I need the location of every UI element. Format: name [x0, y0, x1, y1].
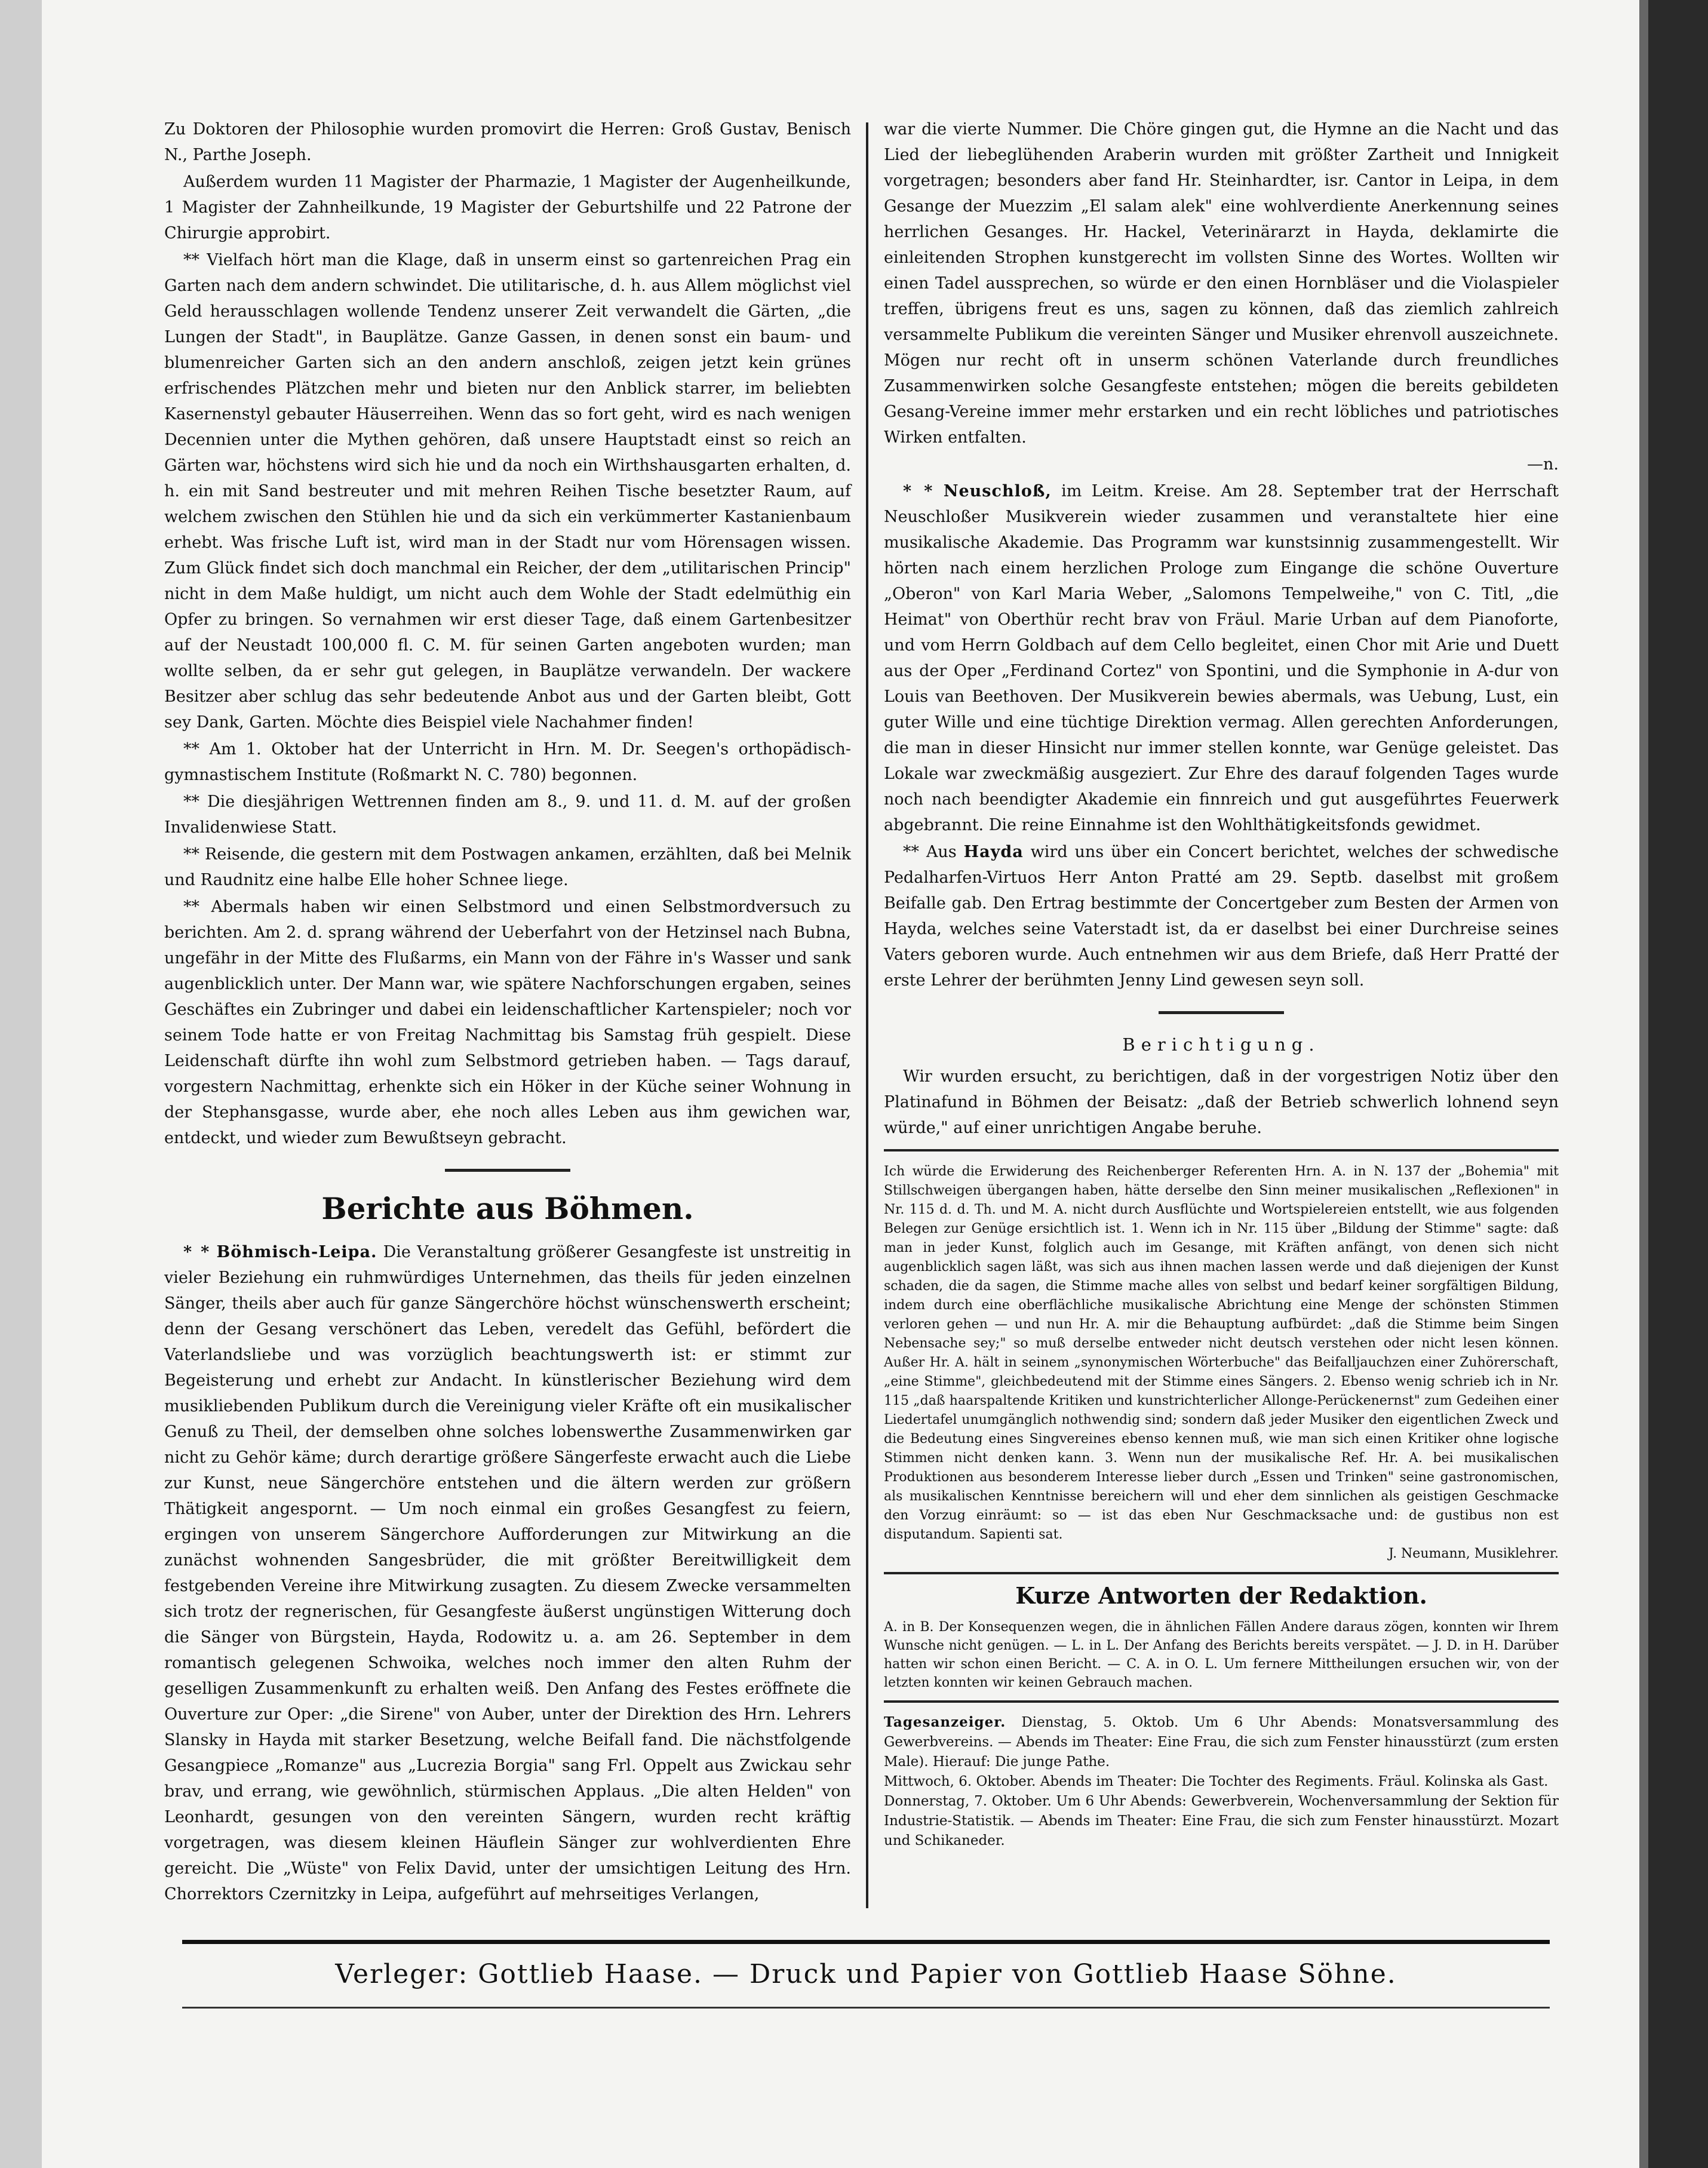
paragraph-magister: Außerdem wurden 11 Magister der Pharmazie, 1 Magister der Augenheilkunde, 1 Magister der Zahnheilkunde, 19 Magister der Geburtshilfe und 22 Patrone der Chirurgie approbirt.	[164, 173, 851, 242]
erwiderung-author: J. Neumann, Musiklehrer.	[1388, 1546, 1559, 1561]
section-divider	[445, 1169, 570, 1172]
asterisk-marker: * *	[903, 482, 934, 500]
paragraph-doktoren: Zu Doktoren der Philosophie wurden promovirt die Herren: Groß Gustav, Benisch N., Parthe Joseph.	[164, 120, 851, 164]
block-divider	[884, 1700, 1559, 1703]
section-title-berichte: Berichte aus Böhmen.	[321, 1191, 694, 1226]
footer-rule	[182, 1940, 1550, 1944]
paragraph-wettrennen: ** Die diesjährigen Wettrennen finden am 8., 9. und 11. d. M. auf der großen Invalidenwiese Statt.	[164, 793, 851, 837]
place-neuschloss: Neuschloß,	[943, 482, 1052, 500]
tages-text-1: Dienstag, 5. Oktob. Um 6 Uhr Abends: Monatsversammlung des Gewerbvereins. — Abends im Theater: Eine Frau, die sich zum Fenster hinausstürzt (zum ersten Male). Hierauf: Die junge Pathe.	[884, 1715, 1559, 1770]
paragraph-gesangfest-end: war die vierte Nummer. Die Chöre gingen gut, die Hymne an die Nacht und das Lied der liebeglühenden Araberin wurden mit größter Zartheit und Innigkeit vorgetragen; besonders aber fand Hr. Steinhardter, isr. Cantor in Leipa, in dem Gesange der Muezzim „El salam alek" eine wohlverdiente Anerkennung seines herrlichen Gesanges. Hr. Hackel, Veterinärarzt in Hayda, deklamirte die einleitenden Strophen kunstgerecht im vollsten Sinne des Wortes. Wollten wir einen Tadel aussprechen, so würde er den einen Hornbläser und die Violaspieler treffen, übrigens freut es uns, sagen zu können, daß das ziemlich zahlreich versammelte Publikum die vereinten Sänger und Musiker ehrenvoll auszeichnete. Mögen nur recht oft in unserm schönen Vaterlande durch freundliches Zusammenwirken solche Gesangfeste entstehen; mögen die bereits gebildeten Gesang-Vereine immer mehr erstarken und ein recht löbliches und patriotisches Wirken entfalten.	[884, 120, 1559, 447]
paragraph-selbstmord: ** Abermals haben wir einen Selbstmord und einen Selbstmordversuch zu berichten. Am 2. d. sprang während der Ueberfahrt von der Hetzinsel nach Bubna, ungefähr in der Mitte des Flußarms, ein Mann von der Fähre in's Wasser und sank augenblicklich unter. Der Mann war, wie spätere Nachforschungen ergaben, seines Geschäftes ein Zubringer und dabei ein leidenschaftlicher Kartenspieler; noch vor seinem Tode hatte er von Freitag Nachmittag bis Samstag früh gespielt. Diese Leidenschaft dürfte ihn wohl zum Selbstmord getrieben haben. — Tags darauf, vorgestern Nachmittag, erhenkte sich ein Höker in der Küche seiner Wohnung in der Stephansgasse, wurde aber, ehe noch alles Leben aus ihm gewichen war, entdeckt, und wieder zum Bewußtseyn gebracht.	[164, 898, 851, 1147]
berichtigung-text: Wir wurden ersucht, zu berichtigen, daß in der vorgestrigen Notiz über den Platinafund in Böhmen der Beisatz: „daß der Betrieb schwerlich lohnend seyn würde," auf einer unrichtigen Angabe beruhe.	[884, 1067, 1559, 1137]
kurze-antworten-text: A. in B. Der Konsequenzen wegen, die in ähnlichen Fällen Andere daraus zögen, konnten wir Ihrem Wunsche nicht genügen. — L. in L. Der Anfang des Berichts bereits verspätet. — J. D. in H. Darüber hatten wir schon einen Bericht. — C. A. in O. L. Um fernere Mittheilungen ersuchen wir, von der letzten konnten wir keinen Gebrauch machen.	[884, 1620, 1559, 1690]
neuschloss-text: im Leitm. Kreise. Am 28. September trat der Herrschaft Neuschloßer Musikverein wieder zusammen und veranstaltete hier eine musikalische Akademie. Das Programm war kunstsinnig zusammengestellt. Wir hörten nach einem herzlichen Prologe zum Eingange die schöne Ouverture „Oberon" von Karl Maria Weber, „Salomons Tempelweihe," von C. Titl, „die Heimat" von Oberthür recht brav von Fräul. Marie Urban auf dem Pianoforte, und vom Herrn Goldbach auf dem Cello begleitet, einen Chor mit Arie und Duett aus der Oper „Ferdinand Cortez" von Spontini, und die Symphonie in A-dur von Louis van Beethoven. Der Musikverein bewies abermals, was Uebung, Lust, ein guter Wille und eine tüchtige Direktion vermag. Allen gerechten Anforderungen, die man in dieser Hinsicht nur immer stellen konnte, war Genüge geleistet. Das Lokale war zweckmäßig ausgeziert. Zur Ehre des darauf folgenden Tages wurde noch nach beendigter Akademie ein finnreich und gut ausgeführtes Feuerwerk abgebrannt. Die reine Einnahme ist den Wohlthätigkeitsfonds gewidmet.	[884, 482, 1559, 834]
erwiderung-text: Ich würde die Erwiderung des Reichenberger Referenten Hrn. A. in N. 137 der „Bohemia" mit Stillschweigen übergangen haben, hätte derselbe den Sinn meiner musikalischen „Reflexionen" in Nr. 115 d. d. Th. und M. A. nicht durch Ausflüchte und Wortspielereien entstellt, wie aus folgenden Belegen zur Genüge ersichtlich ist. 1. Wenn ich in Nr. 115 über „Bildung der Stimme" sagte: daß man in jeder Kunst, folglich auch im Gesange, mit Kräften anfängt, von denen sich nicht augenblicklich sagen läßt, was sich aus ihnen machen lassen werde und daß diejenigen der Kunst schaden, die da sagen, die Stimme mache alles von selbst und bedarf keiner sorgfältigen Bildung, indem durch eine oberflächliche musikalische Abrichtung eine Menge der schönsten Stimmen verloren gehen — und nun Hr. A. mir die Behauptung aufbürdet: „daß die Stimme beim Singen Nebensache sey;" so muß derselbe entweder nicht deutsch verstehen oder nicht lesen können. Außer Hr. A. hält in seinem „synonymischen Wörterbuche" das Beifalljauchzen einer Zuhörerschaft, „eine Stimme", gleichbedeutend mit der Stimme eines Sängers. 2. Ebenso wenig schrieb ich in Nr. 115 „daß haarspaltende Kritiken und kunstrichterlicher Allonge-Perückenernst" zum Gedeihen einer Liedertafel unumgänglich nothwendig sind; sondern daß jeder Musiker den eigentlichen Zweck und die Bedeutung eines Singvereines ebenso kennen muß, wie man sich einen Kritiker ohne logische Stimmen nicht denken kann. 3. Wenn nun der musikalische Ref. Hr. A. bei musikalischen Produktionen aus besonderem Interesse lieber durch „Essen und Trinken" seine gastronomischen, als musikalischen Kenntnisse bereichern will und eher dem sinnlichen als geistigen Geschmacke den Vorzug einräumt: so — ist das eben Nur Geschmacksache und: de gustibus non est disputandum. Sapienti sat.	[884, 1164, 1559, 1542]
leipa-text: Die Veranstaltung größerer Gesangfeste ist unstreitig in vieler Beziehung ein ruhmwürdiges Unternehmen, das theils für jeden einzelnen Sänger, theils aber auch für ganze Sängerchöre höchst wünschenswerth erscheint; denn der Gesang verschönert das Leben, veredelt das Gefühl, befördert die Vaterlandsliebe und was vorzüglich beachtungswerth ist: er stimmt zur Begeisterung und erhebt zur Andacht. In künstlerischer Beziehung wird dem musikliebenden Publikum durch die Vereinigung vieler Kräfte oft ein musikalischer Genuß zu Theil, der demselben ohne solches lobenswerthe Zusammenwirken gar nicht zu Gehör käme; durch derartige größere Sängerfeste erwacht auch die Liebe zur Kunst, neue Sängerchöre entstehen und die ältern werden zur größern Thätigkeit angespornt. — Um noch einmal ein großes Gesangfest zu feiern, ergingen von unserem Sängerchore Aufforderungen zur Mitwirkung an die zunächst wohnenden Sangesbrüder, die mit größter Bereitwilligkeit dem festgebenden Vereine ihre Mitwirkung zusagten. Zu diesem Zwecke versammelten sich trotz der regnerischen, für Gesangfeste äußerst ungünstigen Witterung doch die Sänger von Bürgstein, Hayda, Rodowitz u. a. am 26. September in dem romantisch gelegenen Schwoika, welches noch immer den alten Ruhm der geselligen Zusammenkunft zu erhalten weiß. Den Anfang des Festes eröffnete die Ouverture zur Oper: „die Sirene" von Auber, unter der Direktion des Hrn. Lehrers Slansky in Hayda mit starker Besetzung, welche Beifall fand. Die nächstfolgende Gesangpiece „Romanze" aus „Lucrezia Borgia" sang Frl. Oppelt aus Zwickau sehr brav, und errang, wie gewöhnlich, stürmischen Applaus. „Die alten Helden" von Leonhardt, gesungen von den vereinten Sängern, wurden recht kräftig vorgetragen, was diesem kleinen Häuflein Sänger zur wohlverdienten Ehre gereicht. Die „Wüste" von Felix David, unter der umsichtigen Leitung des Hrn. Chorrektors Czernitzky in Leipa, aufgeführt auf mehrseitiges Verlangen,	[164, 1243, 851, 1903]
section-divider	[1159, 1011, 1284, 1014]
erwiderung-block	[884, 1162, 1559, 1564]
place-hayda: Hayda	[963, 843, 1024, 861]
left-column	[164, 116, 851, 1908]
place-leipa: Böhmisch-Leipa.	[216, 1243, 377, 1261]
scan-edge-left	[0, 0, 42, 2168]
paragraph-neuschloss	[884, 478, 1559, 838]
footer-rule-thin	[182, 2007, 1550, 2009]
paragraph-schnee: ** Reisende, die gestern mit dem Postwagen ankamen, erzählten, daß bei Melnik und Raudnitz eine halbe Elle hoher Schnee liege.	[164, 845, 851, 889]
signature-n: —n.	[1527, 455, 1559, 474]
block-divider	[884, 1572, 1559, 1574]
hayda-text: wird uns über ein Concert berichtet, welches der schwedische Pedalharfen-Virtuos Herr Anton Pratté am 29. Septb. daselbst mit großem Beifalle gab. Den Ertrag bestimmte der Concertgeber zum Besten der Armen von Hayda, welches seine Vaterstadt ist, da er daselbst bei einer Durchreise seines Vaters geboren wurde. Auch entnehmen wir aus dem Briefe, daß Herr Pratté der erste Lehrer der berühmten Jenny Lind gewesen seyn soll.	[884, 843, 1559, 990]
tagesanzeiger-block	[884, 1712, 1559, 1851]
tages-line-1	[884, 1712, 1559, 1772]
paragraph-leipa	[164, 1239, 851, 1907]
block-divider	[884, 1149, 1559, 1151]
scan-edge-right	[1648, 0, 1708, 2168]
paragraph-gaerten: ** Vielfach hört man die Klage, daß in unserm einst so gartenreichen Prag ein Garten nach dem andern schwindet. Die utilitarische, d. h. aus Allem möglichst viel Geld herausschlagen wollende Tendenz unserer Zeit verwandelt die Gärten, „die Lungen der Stadt", in Bauplätze. Ganze Gassen, in denen sonst ein baum- und blumenreicher Garten sich an den andern anschloß, zeigen jetzt kein grünes erfrischendes Plätzchen mehr und bieten nur den Anblick starrer, im beliebten Kasernenstyl gebauter Häuserreihen. Wenn das so fort geht, wird es nach wenigen Decennien unter die Mythen gehören, daß unsere Hauptstadt einst so reich an Gärten war, höchstens wird sich hie und da noch ein Wirthshausgarten erhalten, d. h. ein mit Sand bestreuter und mit mehren Reihen Tische besetzter Raum, auf welchem zwischen den Stühlen hie und da sich ein verkümmerter Kastanienbaum erhebt. Was frische Luft ist, wird man in der Stadt nur vom Hörensagen wissen. Zum Glück findet sich doch manchmal ein Reicher, der dem „utilitarischen Princip" nicht in dem Maße huldigt, um nicht auch dem Wohle der Stadt edelmüthig ein Opfer zu bringen. So vernahmen wir erst dieser Tage, daß einem Gartenbesitzer auf der Neustadt 100,000 fl. C. M. für seinen Garten angeboten wurden; man wollte selben, da er sehr gut gelegen, in Bauplätze verwandeln. Der wackere Besitzer aber schlug das sehr bedeutende Anbot aus und der Garten bleibt, Gott sey Dank, Garten. Möchte dies Beispiel viele Nachahmer finden!	[164, 251, 851, 732]
hayda-prefix: ** Aus	[903, 843, 957, 861]
tages-label: Tagesanzeiger.	[884, 1714, 1006, 1730]
imprint-line: Verleger: Gottlieb Haase. — Druck und Papier von Gottlieb Haase Söhne.	[335, 1959, 1397, 1989]
kurze-antworten-title: Kurze Antworten der Redaktion.	[1015, 1582, 1427, 1609]
tages-line-2: Mittwoch, 6. Oktober. Abends im Theater: Die Tochter des Regiments. Fräul. Kolinska als Gast.	[884, 1774, 1549, 1789]
paragraph-seegen-institut: ** Am 1. Oktober hat der Unterricht in Hrn. M. Dr. Seegen's orthopädisch-gymnastischem Institute (Roßmarkt N. C. 780) begonnen.	[164, 740, 851, 784]
paragraph-hayda	[884, 839, 1559, 993]
right-column	[884, 116, 1559, 1851]
tages-line-3: Donnerstag, 7. Oktober. Um 6 Uhr Abends: Gewerbverein, Wochenversammlung der Sektion für Industrie-Statistik. — Abends im Theater: Eine Frau, die sich zum Fenster hinausstürzt. Mozart und Schikaneder.	[884, 1794, 1559, 1848]
asterisk-marker: * *	[183, 1243, 211, 1261]
column-rule	[866, 122, 868, 1908]
berichtigung-title: Berichtigung.	[1122, 1034, 1320, 1055]
